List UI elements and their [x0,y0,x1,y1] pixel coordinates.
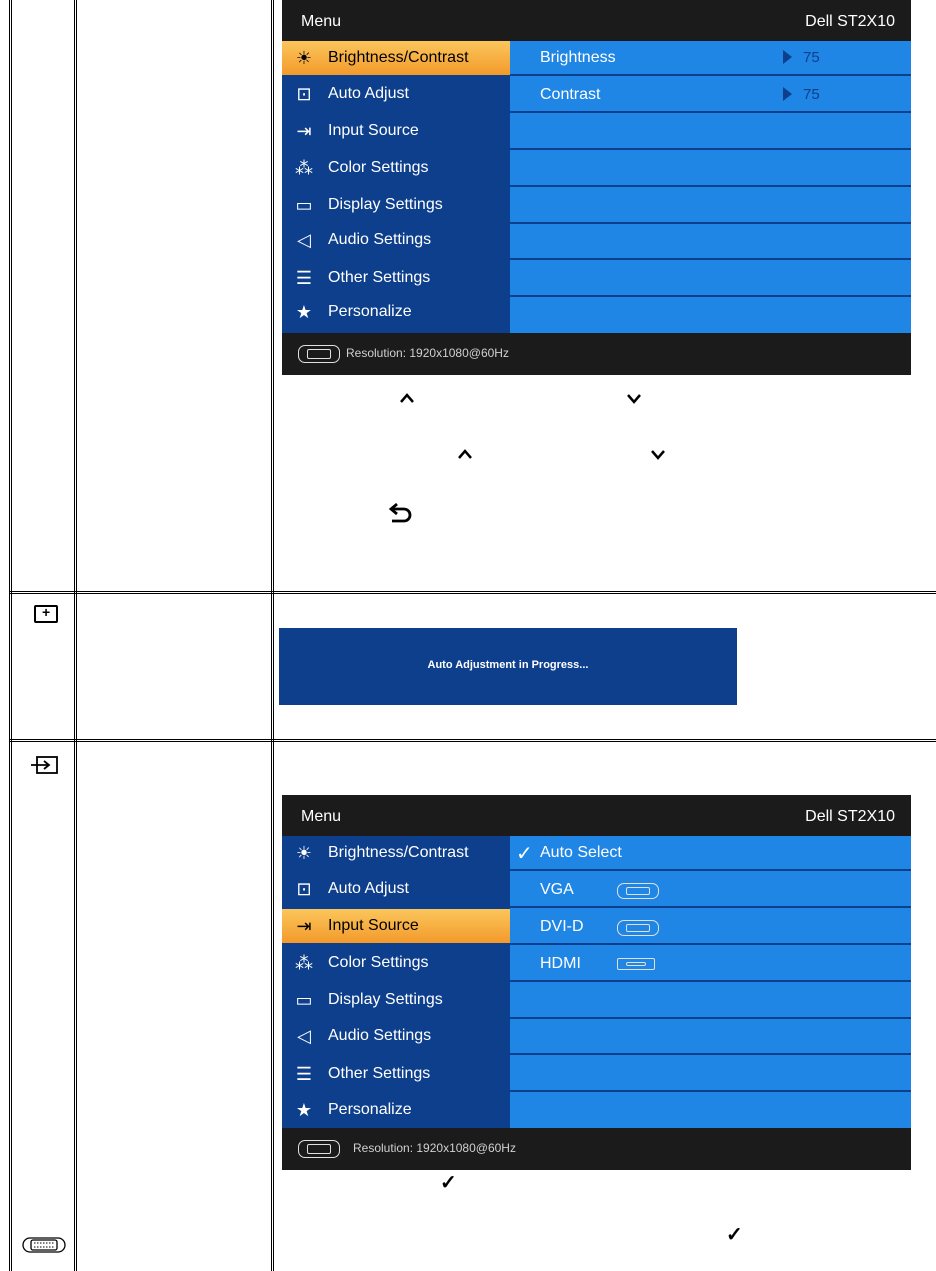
osd-menu-title: Menu [301,13,342,30]
resolution-text: Resolution: 1920x1080@60Hz [353,1141,516,1155]
menu-item-label: Personalize [328,303,412,320]
submenu-empty-row [510,262,911,297]
submenu-empty-row [510,984,911,1019]
input-auto-select[interactable] [510,836,911,871]
menu-item-label: Other Settings [328,269,431,286]
check-icon: ✓ [440,1172,457,1194]
osd-header [282,795,911,836]
submenu-contrast[interactable] [510,78,911,113]
osd-submenu [510,836,911,1128]
vga-connector-icon [298,345,340,363]
menu-item-label: Input Source [328,122,419,139]
osd-header [282,0,911,41]
menu-item-personalize[interactable] [282,295,510,329]
input-dvid[interactable] [510,910,911,945]
input-source-icon [31,755,59,777]
menu-item-label: Input Source [328,917,419,934]
color-settings-icon: ⁂ [295,158,313,178]
input-hdmi[interactable] [510,947,911,982]
brightness-label: Brightness [540,49,616,66]
dvid-label: DVI-D [540,918,584,935]
contrast-value: 75 [803,86,820,103]
check-icon: ✓ [726,1224,743,1246]
up-arrow-icon [399,392,415,404]
menu-item-audio-settings[interactable] [282,1019,510,1053]
display-settings-icon: ▭ [295,195,313,215]
auto-adjust-banner [279,628,737,705]
menu-item-label: Display Settings [328,196,443,213]
menu-item-input-source[interactable] [282,114,510,148]
auto-select-label: Auto Select [540,844,622,861]
brightness-icon: ☀ [295,48,313,68]
menu-item-label: Other Settings [328,1065,431,1082]
menu-item-brightness-contrast[interactable] [282,836,510,870]
input-source-icon: ⇥ [296,121,312,141]
menu-item-label: Auto Adjust [328,85,409,102]
auto-adjust-message: Auto Adjustment in Progress... [427,659,589,671]
back-icon [387,503,413,525]
contrast-label: Contrast [540,86,601,103]
display-settings-icon: ▭ [295,990,313,1010]
vga-connector-icon [298,1140,340,1158]
menu-item-other-settings[interactable] [282,261,510,295]
menu-item-label: Audio Settings [328,231,432,248]
menu-item-label: Brightness/Contrast [328,844,469,861]
menu-item-audio-settings[interactable] [282,223,510,257]
osd-model: Dell ST2X10 [805,13,895,30]
osd-submenu [510,41,911,333]
input-vga[interactable] [510,873,911,908]
osd-model: Dell ST2X10 [805,808,895,825]
other-settings-icon: ☰ [295,1064,313,1084]
menu-item-color-settings[interactable] [282,151,510,185]
osd-menu-title: Menu [301,808,342,825]
osd-menu-list [282,41,510,333]
auto-adjust-icon: ⊡ [296,879,312,899]
down-arrow-icon [626,392,642,404]
menu-item-color-settings[interactable] [282,946,510,980]
menu-item-label: Color Settings [328,954,429,971]
submenu-empty-row [510,1020,911,1055]
other-settings-icon: ☰ [295,268,313,288]
menu-item-label: Color Settings [328,159,429,176]
menu-item-other-settings[interactable] [282,1057,510,1091]
submenu-empty-row [510,115,911,150]
auto-adjust-icon: + [34,605,58,623]
menu-item-label: Personalize [328,1101,412,1118]
vga-connector-icon [617,883,659,899]
submenu-brightness[interactable] [510,41,911,76]
personalize-icon: ★ [295,1100,313,1120]
audio-settings-icon: ◁ [297,1026,311,1046]
menu-item-label: Brightness/Contrast [328,49,469,66]
submenu-empty-row [510,152,911,187]
submenu-empty-row [510,189,911,224]
menu-item-auto-adjust[interactable] [282,77,510,111]
menu-item-input-source[interactable] [282,909,510,943]
menu-item-display-settings[interactable] [282,983,510,1017]
brightness-icon: ☀ [295,843,313,863]
vga-connector-icon [22,1235,66,1255]
check-icon: ✓ [516,843,533,865]
slider-arrow-icon [783,50,792,64]
audio-settings-icon: ◁ [297,230,311,250]
menu-item-label: Display Settings [328,991,443,1008]
menu-item-personalize[interactable] [282,1093,510,1127]
osd-brightness-contrast [282,0,911,375]
personalize-icon: ★ [295,302,313,322]
down-arrow-icon [650,448,666,460]
vga-label: VGA [540,881,574,898]
menu-item-brightness-contrast[interactable] [282,41,510,75]
resolution-text: Resolution: 1920x1080@60Hz [346,346,509,360]
menu-item-display-settings[interactable] [282,188,510,222]
osd-status-bar [282,1128,911,1170]
submenu-empty-row [510,225,911,260]
brightness-value: 75 [803,49,820,66]
menu-item-auto-adjust[interactable] [282,872,510,906]
submenu-empty-row [510,1057,911,1092]
hdmi-connector-icon [617,958,655,970]
input-source-icon: ⇥ [296,916,312,936]
hdmi-label: HDMI [540,955,581,972]
dvi-connector-icon [617,920,659,936]
up-arrow-icon [457,448,473,460]
color-settings-icon: ⁂ [295,953,313,973]
osd-menu-list [282,836,510,1128]
osd-status-bar [282,333,911,375]
menu-item-label: Audio Settings [328,1027,432,1044]
auto-adjust-icon: ⊡ [296,84,312,104]
menu-item-label: Auto Adjust [328,880,409,897]
osd-input-source [282,795,911,1170]
slider-arrow-icon [783,87,792,101]
